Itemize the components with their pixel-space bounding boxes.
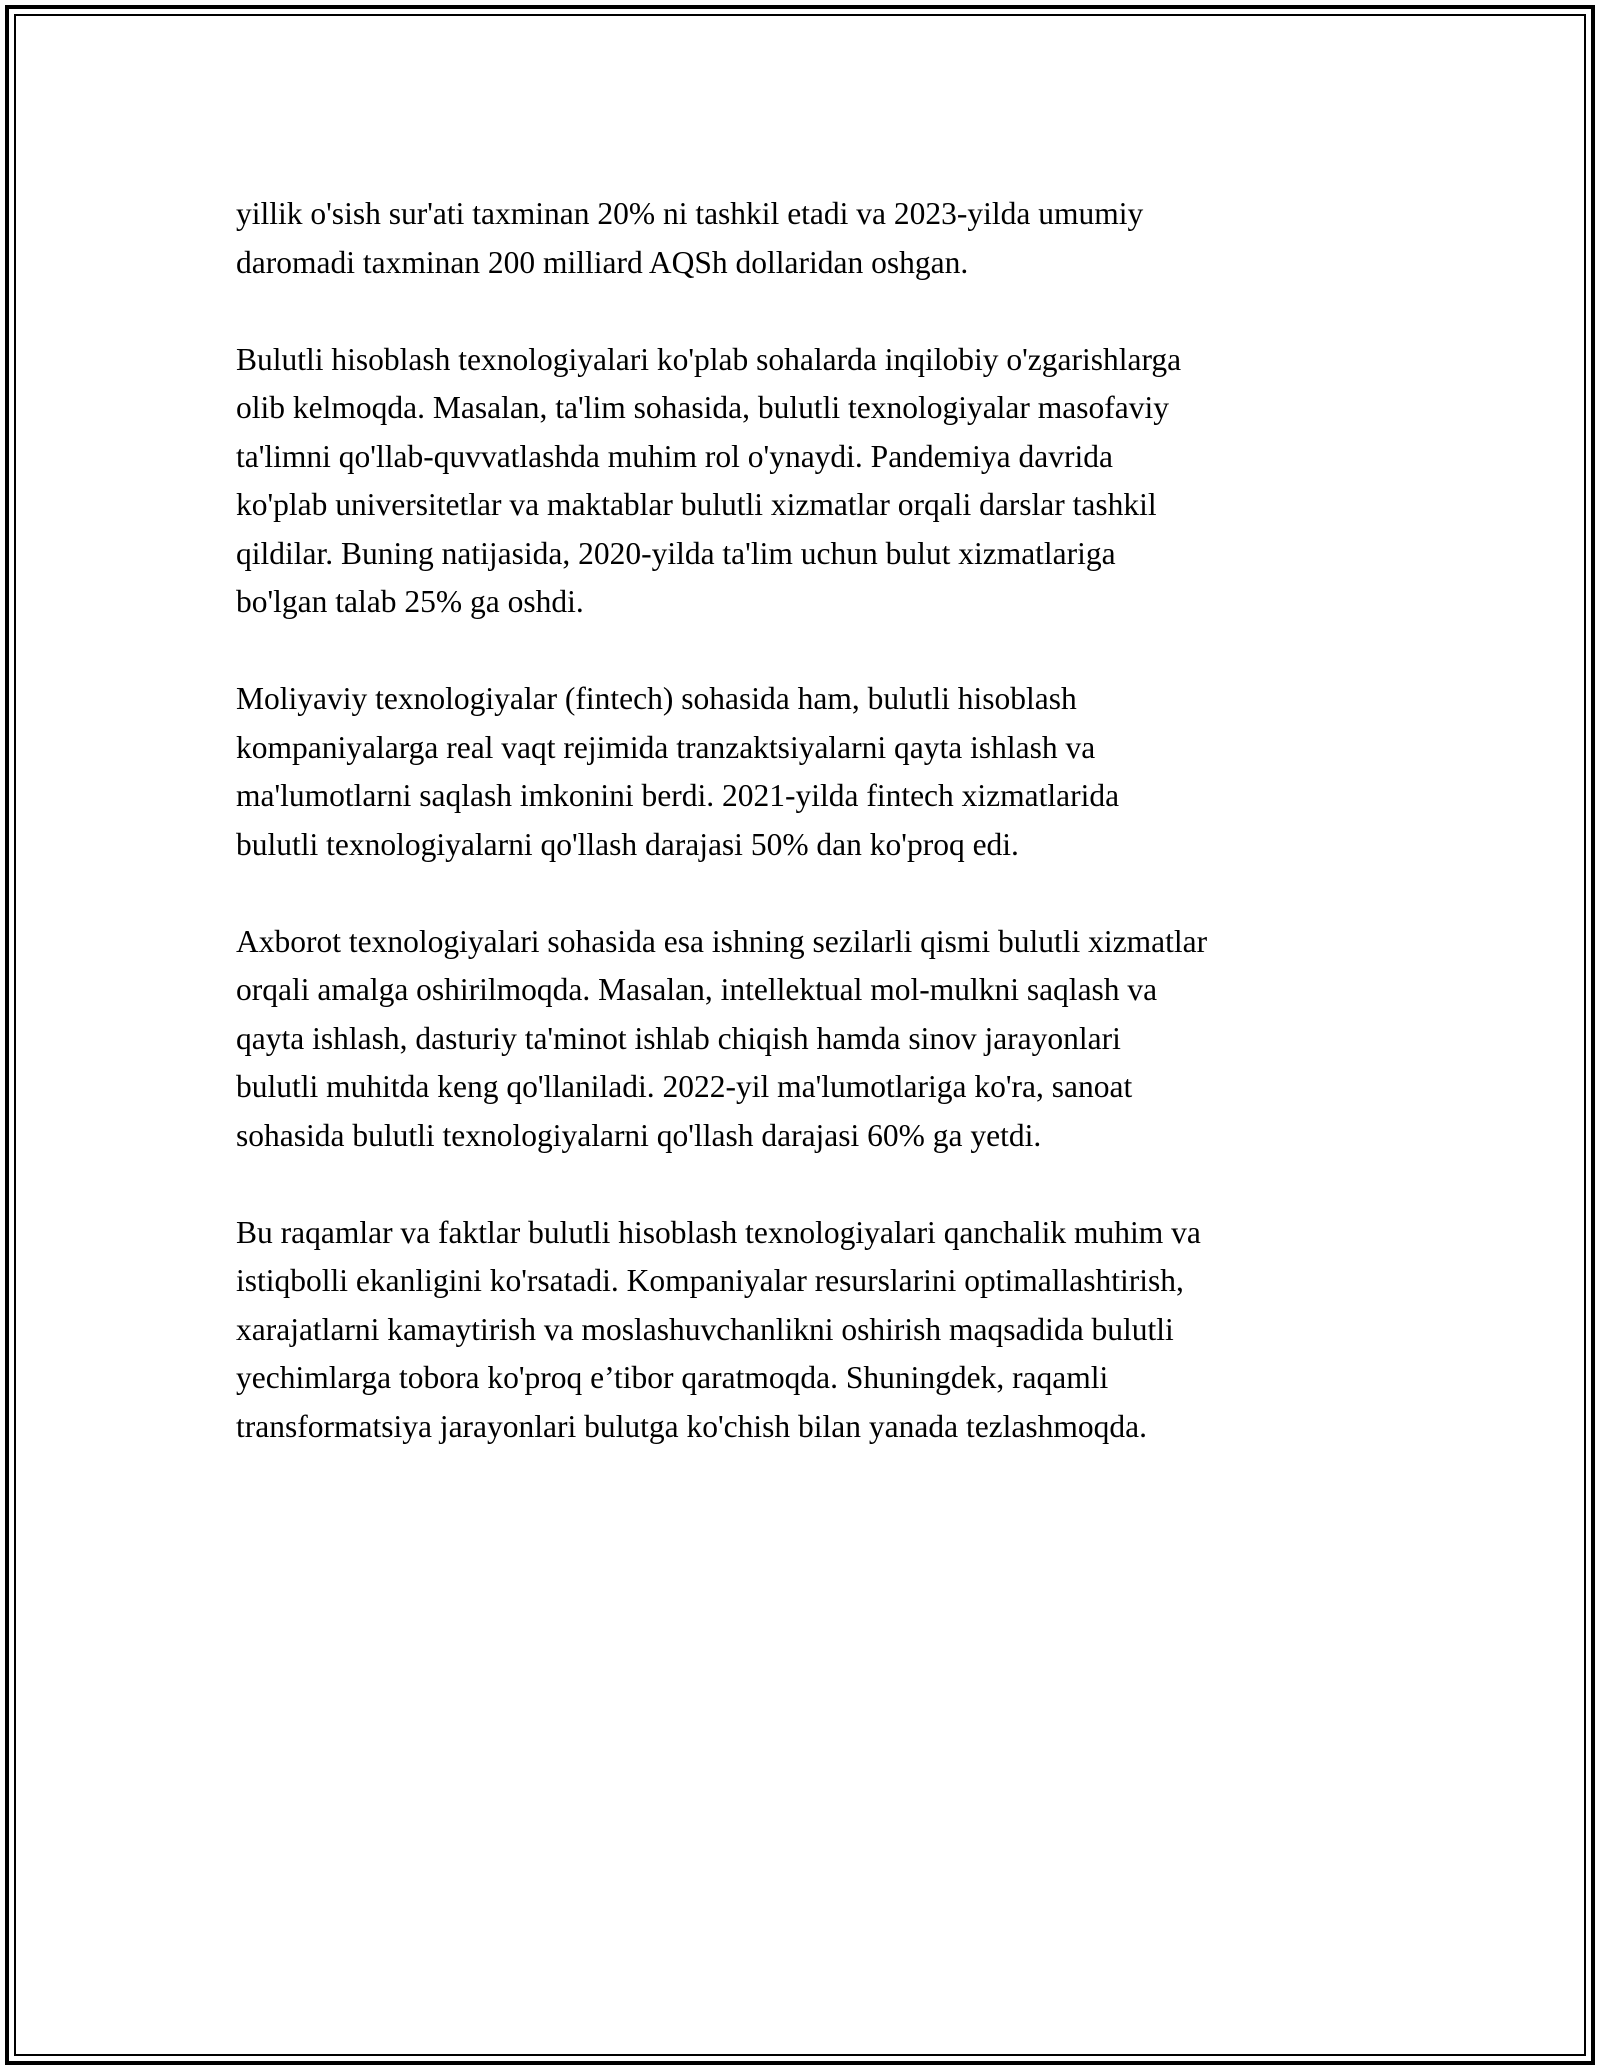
text-line: bulutli muhitda keng qo'llaniladi. 2022-yil ma'lumotlariga ko'ra, sanoat [236, 1069, 1133, 1104]
paragraph-fintech [236, 675, 1416, 869]
text-line: olib kelmoqda. Masalan, ta'lim sohasida, bulutli texnologiyalar masofaviy [236, 390, 1169, 425]
text-line: Bu raqamlar va faktlar bulutli hisoblash texnologiyalari qanchalik muhim va [236, 1214, 1201, 1250]
text-line: istiqbolli ekanligini ko'rsatadi. Kompaniyalar resurslarini optimallashtirish, [236, 1263, 1184, 1298]
paragraph-education [236, 336, 1416, 627]
text-line: yechimlarga tobora ko'proq e’tibor qaratmoqda. Shuningdek, raqamli [236, 1360, 1109, 1395]
text-line: transformatsiya jarayonlari bulutga ko'chish bilan yanada tezlashmoqda. [236, 1408, 1148, 1444]
text-line: yillik o'sish sur'ati taxminan 20% ni tashkil etadi va 2023-yilda umumiy [236, 196, 1144, 231]
paragraph-conclusion [236, 1209, 1416, 1452]
paragraph-market-growth [236, 190, 1416, 287]
text-line: Bulutli hisoblash texnologiyalari ko'plab sohalarda inqilobiy o'zgarishlarga [236, 341, 1182, 377]
text-line: orqali amalga oshirilmoqda. Masalan, intellektual mol-mulkni saqlash va [236, 972, 1158, 1007]
text-line: sohasida bulutli texnologiyalarni qo'llash darajasi 60% ga yetdi. [236, 1117, 1042, 1153]
text-line: kompaniyalarga real vaqt rejimida tranzaktsiyalarni qayta ishlash va [236, 729, 1096, 765]
text-line: qayta ishlash, dasturiy ta'minot ishlab chiqish hamda sinov jarayonlari [236, 1020, 1121, 1056]
text-line: Moliyaviy texnologiyalar (fintech) sohasida ham, bulutli hisoblash [236, 681, 1077, 716]
document-body [236, 190, 1416, 1500]
text-line: xarajatlarni kamaytirish va moslashuvchanlikni oshirish maqsadida bulutli [236, 1311, 1174, 1347]
text-line: bulutli texnologiyalarni qo'llash darajasi 50% dan ko'proq edi. [236, 826, 1019, 862]
paragraph-it-sector [236, 918, 1416, 1161]
text-line: Axborot texnologiyalari sohasida esa ishning sezilarli qismi bulutli xizmatlar [236, 923, 1208, 959]
text-line: daromadi taxminan 200 milliard AQSh dollaridan oshgan. [236, 244, 969, 280]
text-line: bo'lgan talab 25% ga oshdi. [236, 584, 584, 619]
text-line: qildilar. Buning natijasida, 2020-yilda ta'lim uchun bulut xizmatlariga [236, 535, 1116, 571]
text-line: ko'plab universitetlar va maktablar bulutli xizmatlar orqali darslar tashkil [236, 487, 1157, 522]
text-line: ma'lumotlarni saqlash imkonini berdi. 2021-yilda fintech xizmatlarida [236, 778, 1120, 813]
text-line: ta'limni qo'llab-quvvatlashda muhim rol o'ynaydi. Pandemiya davrida [236, 438, 1113, 474]
